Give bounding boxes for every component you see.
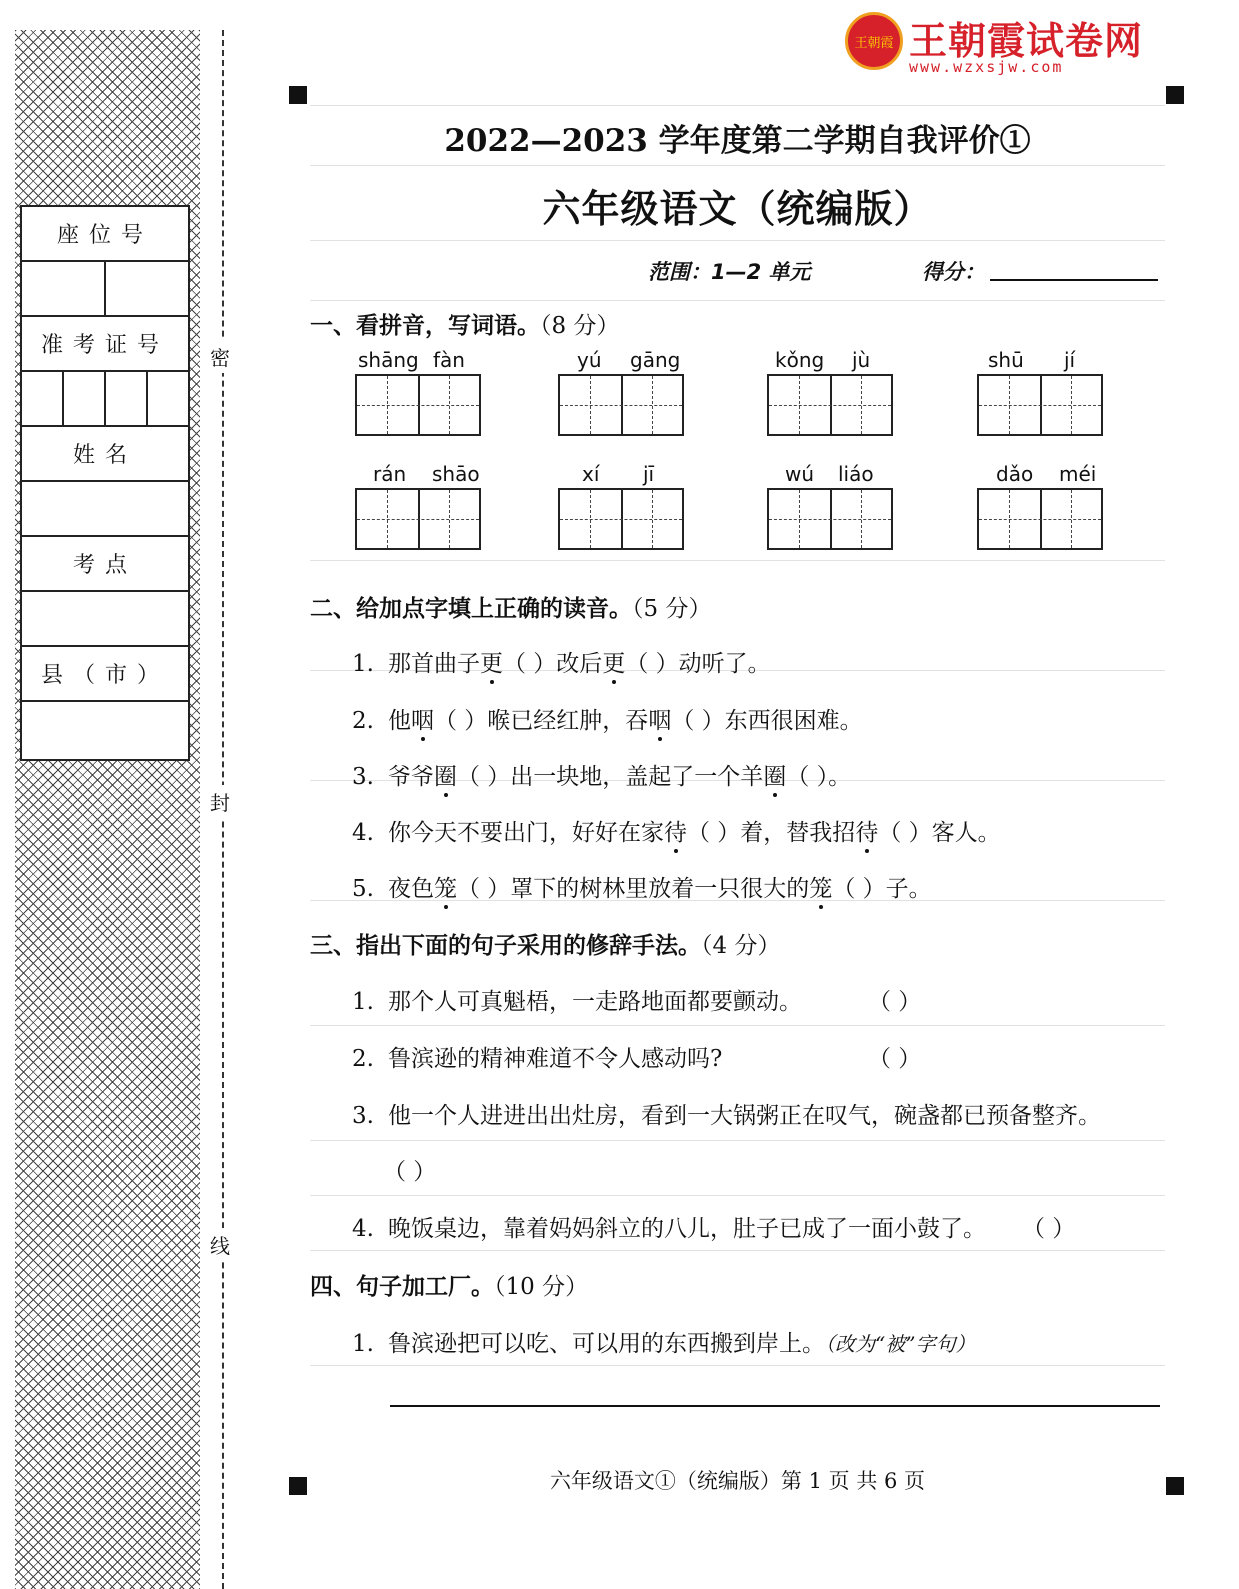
score-label: 得分： — [922, 260, 985, 284]
pinyin: shāo — [432, 462, 480, 486]
registration-mark — [1166, 1477, 1184, 1495]
pinyin: yú — [577, 348, 602, 372]
seal-char-xian: 线 — [210, 1228, 230, 1261]
section-1-title: 一、看拼音，写词语。 — [310, 312, 540, 339]
answer-blank[interactable]: （ ）客人。 — [878, 820, 1001, 846]
answer-blank[interactable]: （ ）罩下的树林里放着一只很大的 — [457, 876, 810, 902]
answer-blank[interactable]: （ ）动听了。 — [625, 651, 771, 677]
pinyin: jí — [1064, 348, 1076, 372]
site-logo — [845, 12, 1145, 76]
tianzi-grid[interactable] — [355, 374, 481, 436]
tianzi-grid[interactable] — [767, 488, 893, 550]
section-1-heading — [310, 307, 619, 340]
tianzi-grid[interactable] — [355, 488, 481, 550]
dotted-char: 咽 — [411, 702, 434, 735]
county-label: 县（市） — [22, 647, 188, 702]
section-2-heading — [310, 590, 711, 623]
seal-char-mi: 密 — [210, 340, 230, 373]
answer-blank[interactable]: （ ）。 — [786, 764, 852, 790]
answer-blank[interactable]: （ ）出一块地，盖起了一个羊 — [457, 764, 764, 790]
pinyin: shū — [988, 348, 1024, 372]
section-2-points: （5 分） — [632, 596, 712, 622]
score-field[interactable] — [990, 279, 1158, 281]
dotted-char: 更 — [602, 645, 625, 678]
county-field[interactable] — [22, 702, 188, 757]
question-hint: （改为“被”字句） — [825, 1332, 976, 1356]
registration-mark — [289, 1477, 307, 1495]
pinyin: liáo — [838, 462, 874, 486]
registration-mark — [289, 86, 307, 104]
question-item: 2. 鲁滨逊的精神难道不令人感动吗? — [352, 1046, 723, 1072]
dotted-char: 更 — [480, 645, 503, 678]
question-item: 4. 晚饭桌边，靠着妈妈斜立的八儿，肚子已成了一面小鼓了。 — [352, 1216, 986, 1242]
section-3-title: 三、指出下面的句子采用的修辞手法。 — [310, 932, 701, 959]
section-4-title: 四、句子加工厂。 — [310, 1273, 494, 1300]
tianzi-grid[interactable] — [558, 488, 684, 550]
dotted-char: 笼 — [809, 870, 832, 903]
pinyin: wú — [785, 462, 815, 486]
answer-blank[interactable]: （ ）东西很困难。 — [671, 708, 863, 734]
pinyin: gāng — [630, 348, 681, 372]
pinyin: dǎo — [996, 462, 1034, 486]
seal-char-feng: 封 — [210, 785, 230, 818]
section-4-points: （10 分） — [494, 1274, 589, 1300]
tianzi-grid[interactable] — [977, 488, 1103, 550]
name-field[interactable] — [22, 482, 188, 537]
answer-blank[interactable]: （ ） — [868, 1046, 922, 1072]
question-item: 1. 那个人可真魁梧，一走路地面都要颤动。 — [352, 989, 802, 1015]
question-item: 5. 夜色笼（ ）罩下的树林里放着一只很大的笼（ ）子。 — [352, 870, 932, 903]
answer-blank[interactable]: （ ）着，替我招 — [687, 820, 856, 846]
section-1-points: （8 分） — [540, 313, 620, 339]
pinyin: jī — [643, 462, 655, 486]
answer-blank[interactable]: （ ）喉已经红肿，吞 — [434, 708, 649, 734]
seat-number-label: 座位号 — [22, 207, 188, 262]
dotted-char: 圈 — [434, 758, 457, 791]
question-item: 3. 他一个人进进出出灶房，看到一大锅粥正在叹气，碗盏都已预备整齐。 — [352, 1103, 1101, 1129]
dotted-char: 笼 — [434, 870, 457, 903]
answer-blank[interactable]: （ ） — [383, 1159, 437, 1185]
dotted-char: 圈 — [763, 758, 786, 791]
candidate-info-box — [20, 205, 190, 761]
section-3-points: （4 分） — [701, 933, 781, 959]
question-item: 3. 爷爷圈（ ）出一块地，盖起了一个羊圈（ ）。 — [352, 758, 851, 791]
exam-site-label: 考点 — [22, 537, 188, 592]
exam-id-field[interactable] — [22, 372, 188, 427]
answer-blank[interactable]: （ ） — [868, 989, 922, 1015]
seat-number-field[interactable] — [22, 262, 188, 317]
question-item: 1. 鲁滨逊把可以吃、可以用的东西搬到岸上。（改为“被”字句） — [352, 1331, 976, 1357]
pinyin: jù — [852, 348, 871, 372]
exam-id-label: 准考证号 — [22, 317, 188, 372]
pinyin: shāng — [358, 348, 419, 372]
tianzi-grid[interactable] — [558, 374, 684, 436]
section-3-heading — [310, 927, 780, 960]
question-item: 4. 你今天不要出门，好好在家待（ ）着，替我招待（ ）客人。 — [352, 814, 1001, 847]
question-item: 1. 那首曲子更（ ）改后更（ ）动听了。 — [352, 645, 771, 678]
pinyin: xí — [582, 462, 600, 486]
pinyin: méi — [1059, 462, 1097, 486]
pinyin: fàn — [433, 348, 465, 372]
question-item: 2. 他咽（ ）喉已经红肿，吞咽（ ）东西很困难。 — [352, 702, 863, 735]
logo-title: 王朝霞试卷网 — [909, 19, 1144, 63]
exam-site-field[interactable] — [22, 592, 188, 647]
logo-emblem-icon: 王朝霞 — [845, 12, 903, 70]
logo-url: www.wzxsjw.com — [909, 58, 1064, 76]
section-2-title: 二、给加点字填上正确的读音。 — [310, 595, 632, 622]
page-footer: 六年级语文①（统编版）第 1 页 共 6 页 — [549, 1469, 926, 1493]
exam-scope: 范围：1—2 单元 — [648, 260, 811, 284]
answer-line[interactable] — [390, 1405, 1160, 1407]
pinyin: kǒng — [775, 348, 825, 372]
dotted-char: 咽 — [648, 702, 671, 735]
section-4-heading — [310, 1268, 588, 1301]
exam-subtitle: 六年级语文（统编版） — [542, 186, 933, 231]
tianzi-grid[interactable] — [767, 374, 893, 436]
answer-blank[interactable]: （ ） — [1022, 1216, 1076, 1242]
exam-title: 2022—2023 学年度第二学期自我评价① — [444, 123, 1031, 159]
registration-mark — [1166, 86, 1184, 104]
tianzi-grid[interactable] — [977, 374, 1103, 436]
dotted-char: 待 — [855, 814, 878, 847]
dotted-char: 待 — [664, 814, 687, 847]
answer-blank[interactable]: （ ）改后 — [503, 651, 603, 677]
pinyin: rán — [373, 462, 407, 486]
answer-blank[interactable]: （ ）子。 — [832, 876, 932, 902]
name-label: 姓名 — [22, 427, 188, 482]
